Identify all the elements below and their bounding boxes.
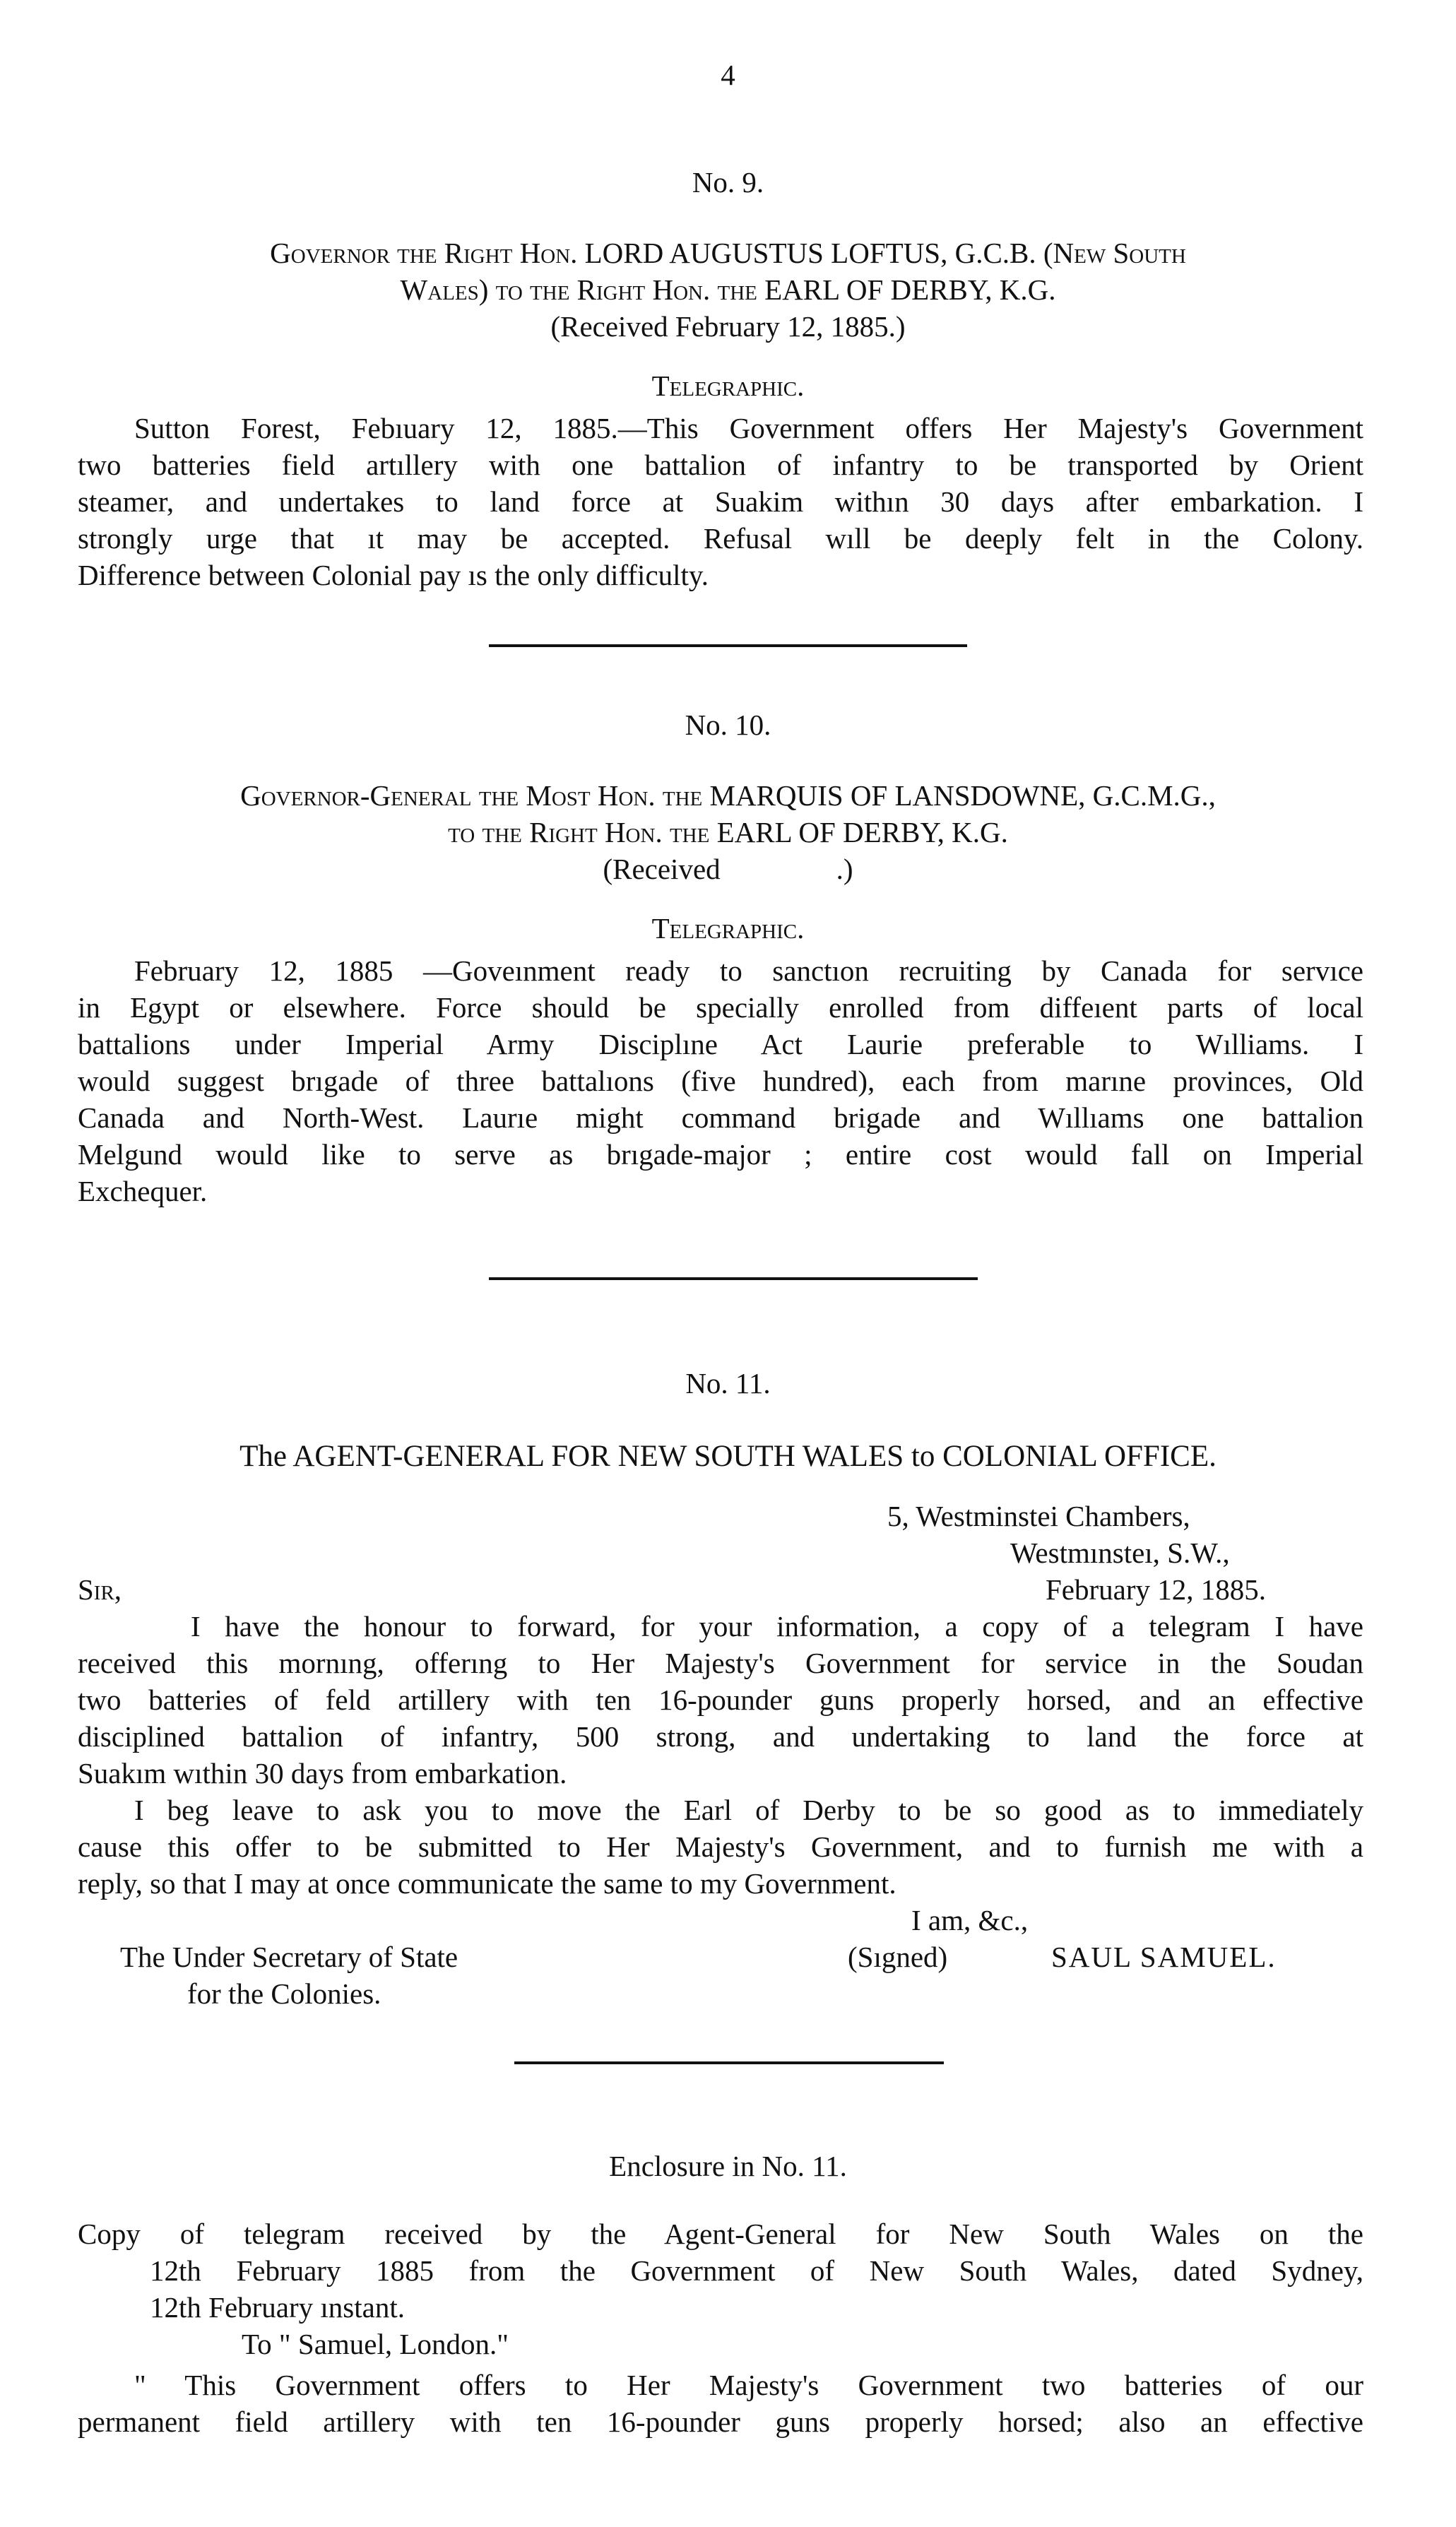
body-line: permanent field artillery with ten 16-pounder guns properly horsed; also an effective	[78, 2405, 1363, 2438]
body-line: two batteries field artıllery with one battalion of infantry to be transported by Orient	[78, 449, 1363, 481]
body-line: received this mornıng, offerıng to Her Majesty's Government for service in the Soudan	[78, 1647, 1363, 1679]
body-line: February 12, 1885 —Goveınment ready to sanctıon recruiting by Canada for servıce	[134, 954, 1363, 987]
received-date: (Received February 12, 1885.)	[550, 310, 906, 343]
section-divider	[489, 644, 967, 647]
body-line: reply, so that I may at once communicate the same to my Government.	[78, 1867, 896, 1900]
body-line: I beg leave to ask you to move the Earl of Derby to be so good as to immediately	[134, 1794, 1363, 1826]
signed-label: (Sıgned)	[848, 1941, 948, 1973]
body-line: " This Government offers to Her Majesty's Government two batteries of our	[134, 2369, 1363, 2401]
addressee: for the Colonies.	[187, 1977, 381, 2010]
addressee: The Under Secretary of State	[120, 1941, 458, 1973]
body-line: would suggest brıgade of three battalıons (five hundred), each from marıne provinces, Old	[78, 1065, 1363, 1097]
section-heading: to the Right Hon. the EARL OF DERBY, K.G.	[448, 816, 1008, 848]
section-heading: Wales) to the Right Hon. the EARL OF DERBY, K.G.	[400, 273, 1056, 306]
body-line: Difference between Colonial pay ıs the only difficulty.	[78, 559, 709, 591]
body-line: 12th February ınstant.	[150, 2291, 405, 2324]
section-number: No. 10.	[685, 709, 771, 741]
section-heading: Governor-General the Most Hon. the MARQUIS OF LANSDOWNE, G.C.M.G.,	[240, 779, 1216, 812]
body-line: Exchequer.	[78, 1175, 208, 1207]
body-line: 12th February 1885 from the Government of New South Wales, dated Sydney,	[150, 2254, 1363, 2287]
section-heading: The AGENT-GENERAL FOR NEW SOUTH WALES to COLONIAL OFFICE.	[239, 1440, 1217, 1473]
section-number: No. 11.	[685, 1367, 771, 1399]
body-line: cause this offer to be submitted to Her Majesty's Government, and to furnish me with a	[78, 1830, 1363, 1863]
section-number: No. 9.	[692, 166, 764, 199]
body-line: in Egypt or elsewhere. Force should be specially enrolled from diffeıent parts of local	[78, 991, 1363, 1024]
section-divider	[514, 2061, 944, 2064]
body-line: steamer, and undertakes to land force at Suakim withın 30 days after embarkation. I	[78, 485, 1363, 518]
body-line: To " Samuel, London."	[242, 2328, 509, 2360]
section-heading: Governor the Right Hon. LORD AUGUSTUS LOFTUS, G.C.B. (New South	[270, 237, 1186, 269]
body-line: Sutton Forest, Febıuary 12, 1885.—This Government offers Her Majesty's Government	[134, 412, 1363, 444]
body-line: strongly urge that ıt may be accepted. Refusal wıll be deeply felt in the Colony.	[78, 522, 1363, 555]
body-line: Melgund would like to serve as brıgade-major ; entire cost would fall on Imperial	[78, 1138, 1363, 1171]
address-line: 5, Westminstei Chambers,	[887, 1500, 1190, 1532]
body-line: disciplined battalion of infantry, 500 strong, and undertaking to land the force at	[78, 1720, 1363, 1753]
telegram-type: Telegraphic.	[651, 912, 805, 945]
body-line: Suakım wıthin 30 days from embarkation.	[78, 1757, 567, 1789]
body-line: Copy of telegram received by the Agent-General for New South Wales on the	[78, 2218, 1363, 2250]
salutation: Sir,	[78, 1573, 122, 1606]
body-line: I have the honour to forward, for your information, a copy of a telegram I have	[191, 1610, 1363, 1643]
section-divider	[489, 1277, 978, 1280]
closing: I am, &c.,	[911, 1904, 1029, 1936]
address-line: Westmınsteı, S.W.,	[1010, 1537, 1230, 1569]
telegram-type: Telegraphic.	[651, 369, 805, 402]
body-line: battalions under Imperial Army Disciplıne Act Laurie preferable to Wılliams. I	[78, 1028, 1363, 1060]
received-date: (Received .)	[603, 853, 853, 885]
page-number: 4	[721, 59, 735, 91]
signature: SAUL SAMUEL.	[1051, 1941, 1277, 1973]
address-date: February 12, 1885.	[1046, 1573, 1267, 1606]
section-number: Enclosure in No. 11.	[609, 2150, 847, 2182]
body-line: Canada and North-West. Laurıe might command brigade and Wıllıams one battalion	[78, 1101, 1363, 1134]
body-line: two batteries of feld artillery with ten 16-pounder guns properly horsed, and an effective	[78, 1683, 1363, 1716]
